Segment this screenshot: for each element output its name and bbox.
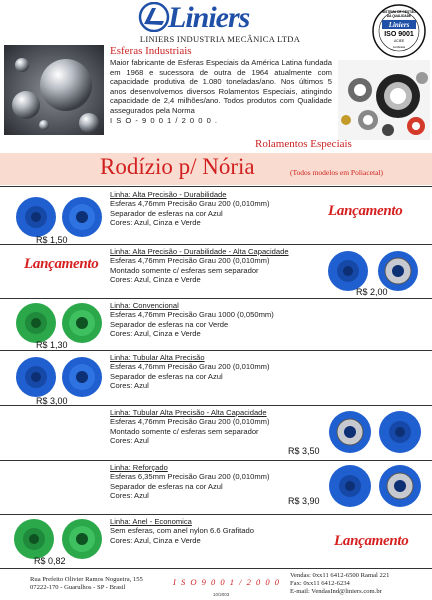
wheel-pair-green-ring <box>12 518 108 560</box>
product-line: Linha: Reforçado <box>110 463 168 472</box>
row-divider <box>0 244 432 245</box>
page-subtitle: (Todos modelos em Poliacetal) <box>290 168 383 177</box>
product-line: Linha: Convencional <box>110 301 179 310</box>
price: R$ 0,82 <box>34 556 66 566</box>
product-line: Linha: Alta Precisão - Durabilidade - Alta Capacidade <box>110 247 289 256</box>
svg-text:UCIEE: UCIEE <box>393 39 405 43</box>
price: R$ 3,50 <box>288 446 320 456</box>
price: R$ 3,00 <box>36 396 68 406</box>
product-description: Linha: Alta Precisão - Durabilidade Esferas 4,76mm Precisão Grau 200 (0,010mm) Separador de esferas na cor Azul Cores: Azul, Cinza e Verde <box>110 190 320 227</box>
svg-text:ISO 9001: ISO 9001 <box>384 31 414 38</box>
row-divider <box>0 350 432 351</box>
intro-paragraph: Maior fabricante de Esferas Especiais da América Latina fundada em 1968 e sucessora de outra de 1964 atualmente com capacidade produtiva de 1.080 toneladas/ano. Nos últimos 5 anos desenvolvemos diversos Rolamentos Especiais, atingindo capacidade de 2,4 milhões/ano. Todos produtos com Qualidade assegurados pela Norma <box>110 58 332 115</box>
product-description: Linha: Tubular Alta Precisão - Alta Capacidade Esferas 4,76mm Precisão Grau 200 (0,010mm) Montado somente c/ esferas sem separador Cores: Azul <box>110 408 340 445</box>
company-name: LINIERS INDUSTRIA MECÂNICA LTDA <box>139 34 301 44</box>
product-description: Linha: Reforçado Esferas 6,35mm Precisão Grau 200 (0,010mm) Separador de esferas na cor Azul Cores: Azul <box>110 463 320 500</box>
steel-balls-photo <box>4 45 104 135</box>
lancamento-badge: Lançamento <box>24 256 99 272</box>
wheel-pair-green <box>14 302 106 344</box>
wheel-pair-blue-tubular-full <box>326 410 426 454</box>
product-line: Linha: Tubular Alta Precisão <box>110 353 205 362</box>
footer-address: Rua Prefeito Olivier Ramos Nogueira, 155 07222-170 - Guarulhos - SP - Brasil <box>30 576 143 591</box>
intro-iso: I S O - 9 0 0 1 / 2 0 0 0 . <box>110 115 219 125</box>
wheel-pair-blue-tubular <box>14 356 106 398</box>
product-line: Linha: Tubular Alta Precisão - Alta Capacidade <box>110 408 267 417</box>
row-divider <box>0 514 432 515</box>
footer-iso: I S O 9 0 0 1 / 2 0 0 0 <box>173 577 281 587</box>
product-description: Linha: Anel - Economica Sem esferas, com anel nylon 6.6 Grafitado Cores: Azul, Cinza e Verde <box>110 517 320 545</box>
intro-text <box>110 58 332 125</box>
svg-text:Liniers: Liniers <box>388 21 410 29</box>
product-description: Linha: Convencional Esferas 4,76mm Precisão Grau 1000 (0,050mm) Separador de esferas na cor Verde Cores: Azul, Cinza e Verde <box>110 301 320 338</box>
iso-9001-certificate-seal <box>372 3 426 59</box>
price: R$ 1,30 <box>36 340 68 350</box>
svg-text:Certificado: Certificado <box>392 46 406 49</box>
product-description: Linha: Tubular Alta Precisão Esferas 4,76mm Precisão Grau 200 (0,010mm) Separador de esferas na cor Azul Cores: Azul <box>110 353 320 390</box>
row-divider <box>0 405 432 406</box>
footer-date: 10/2003 <box>213 592 230 597</box>
wheel-pair-blue <box>14 196 106 238</box>
footer-divider <box>0 568 432 569</box>
wheel-pair-blue-reinforced <box>326 464 426 508</box>
product-line: Linha: Anel - Economica <box>110 517 192 526</box>
lancamento-badge: Lançamento <box>328 203 403 219</box>
price: R$ 1,50 <box>36 235 68 245</box>
product-description: Linha: Alta Precisão - Durabilidade - Alta Capacidade Esferas 4,76mm Precisão Grau 200 (0,010mm) Montado somente c/ esferas sem separador Cores: Azul, Cinza e Verde <box>110 247 340 284</box>
bearings-photo <box>338 60 430 140</box>
esferas-title: Esferas Industriais <box>110 45 192 57</box>
page-title: Rodízio p/ Nória <box>100 154 255 179</box>
price: R$ 2,00 <box>356 287 388 297</box>
row-divider <box>0 460 432 461</box>
logo-wordmark: Liniers <box>168 1 250 34</box>
product-line: Linha: Alta Precisão - Durabilidade <box>110 190 227 199</box>
price: R$ 3,90 <box>288 496 320 506</box>
row-divider <box>0 298 432 299</box>
footer-contact: Vendas: 0xx11 6412-6500 Ramal 221 Fax: 0xx11 6412-6234 E-mail: VendasInd@liniers.com.br <box>290 572 390 595</box>
lancamento-badge: Lançamento <box>334 533 409 549</box>
row-divider <box>0 186 432 187</box>
svg-text:SISTEMA DE GESTÃO: SISTEMA DE GESTÃO <box>382 10 416 14</box>
email-link[interactable]: E-mail: VendasInd@liniers.com.br <box>290 588 382 595</box>
wheel-pair-blue-full-complement <box>324 250 424 292</box>
svg-text:DA QUALIDADE: DA QUALIDADE <box>386 14 412 18</box>
rolamentos-title: Rolamentos Especiais <box>255 138 352 150</box>
